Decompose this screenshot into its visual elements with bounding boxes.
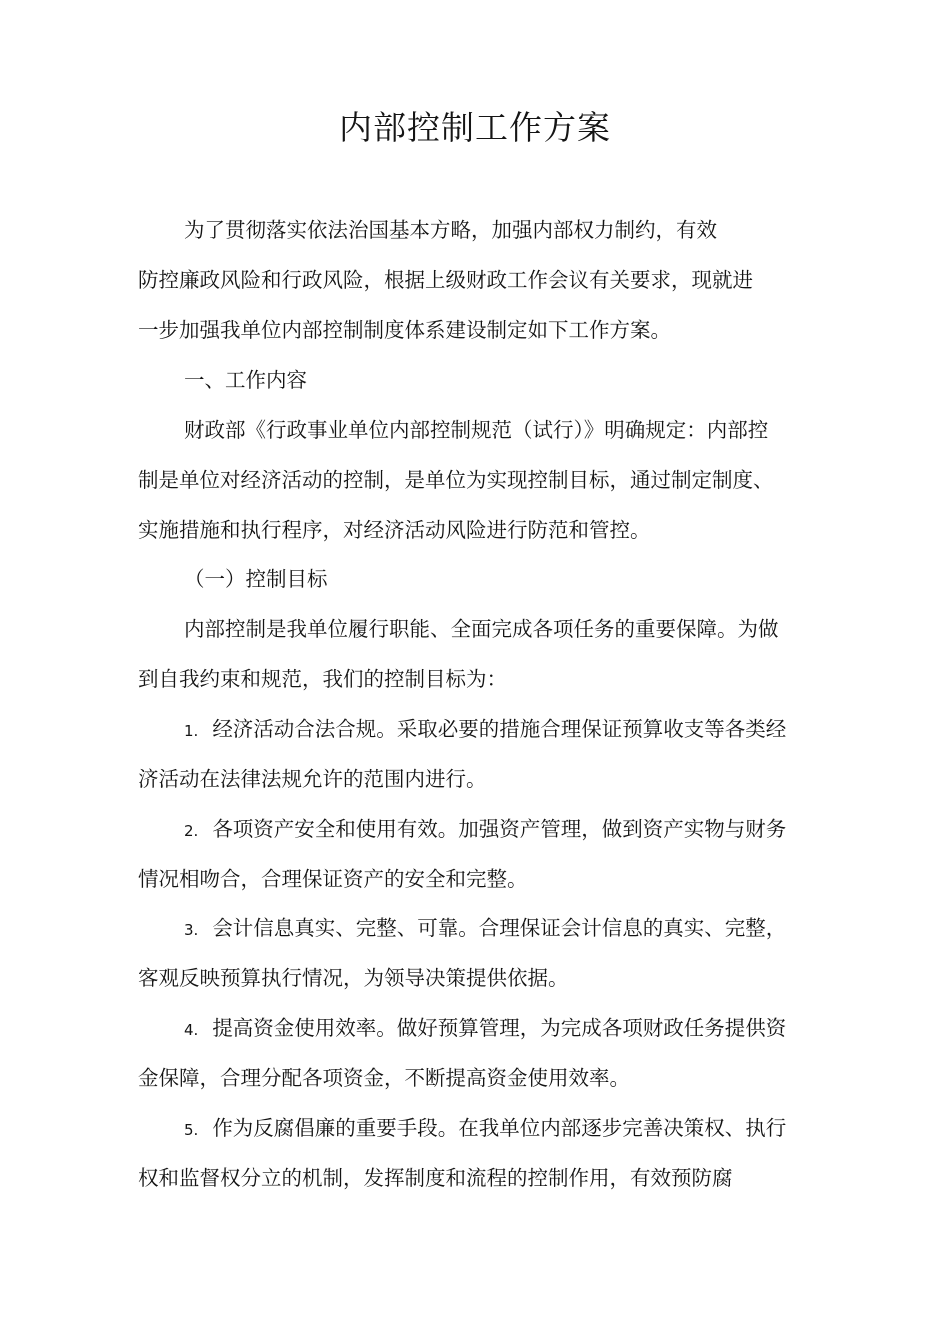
- list-item: [184, 1013, 786, 1045]
- paragraph-line: 金保障，合理分配各项资金，不断提高资金使用效率。: [138, 1066, 630, 1090]
- list-item-text: 经济活动合法合规。采取必要的措施合理保证预算收支等各类经: [212, 717, 787, 741]
- paragraph-line: 权和监督权分立的机制，发挥制度和流程的控制作用，有效预防腐: [138, 1166, 733, 1190]
- list-item-number: 5.: [184, 1121, 199, 1139]
- list-item-number: 1.: [184, 722, 199, 740]
- paragraph-line: 财政部《行政事业单位内部控制规范（试行）》明确规定：内部控: [184, 418, 769, 442]
- list-item-number: 4.: [184, 1021, 199, 1039]
- section-heading: 一、工作内容: [184, 368, 307, 392]
- paragraph-line: 客观反映预算执行情况，为领导决策提供依据。: [138, 966, 569, 990]
- paragraph-line: 情况相吻合，合理保证资产的安全和完整。: [138, 867, 528, 891]
- paragraph-line: 济活动在法律法规允许的范围内进行。: [138, 767, 487, 791]
- subsection-heading: （一）控制目标: [184, 567, 328, 591]
- list-item-text: 作为反腐倡廉的重要手段。在我单位内部逐步完善决策权、执行: [212, 1116, 787, 1140]
- paragraph-line: 防控廉政风险和行政风险，根据上级财政工作会议有关要求，现就进: [138, 268, 753, 292]
- list-item: [184, 913, 786, 945]
- list-item-number: 3.: [184, 921, 199, 939]
- paragraph-line: 实施措施和执行程序，对经济活动风险进行防范和管控。: [138, 518, 651, 542]
- list-item-text: 会计信息真实、完整、可靠。合理保证会计信息的真实、完整，: [212, 916, 787, 940]
- list-item-number: 2.: [184, 822, 199, 840]
- list-item-text: 提高资金使用效率。做好预算管理，为完成各项财政任务提供资: [212, 1016, 787, 1040]
- document-title: 内部控制工作方案: [339, 108, 611, 147]
- paragraph-line: 内部控制是我单位履行职能、全面完成各项任务的重要保障。为做: [184, 617, 779, 641]
- list-item: [184, 714, 786, 746]
- paragraph-line: 为了贯彻落实依法治国基本方略，加强内部权力制约，有效: [184, 218, 717, 242]
- list-item: [184, 1113, 786, 1145]
- paragraph-line: 制是单位对经济活动的控制，是单位为实现控制目标，通过制定制度、: [138, 468, 774, 492]
- list-item-text: 各项资产安全和使用有效。加强资产管理，做到资产实物与财务: [212, 817, 787, 841]
- paragraph-line: 到自我约束和规范，我们的控制目标为：: [138, 667, 507, 691]
- list-item: [184, 814, 786, 846]
- paragraph-line: 一步加强我单位内部控制制度体系建设制定如下工作方案。: [138, 318, 671, 342]
